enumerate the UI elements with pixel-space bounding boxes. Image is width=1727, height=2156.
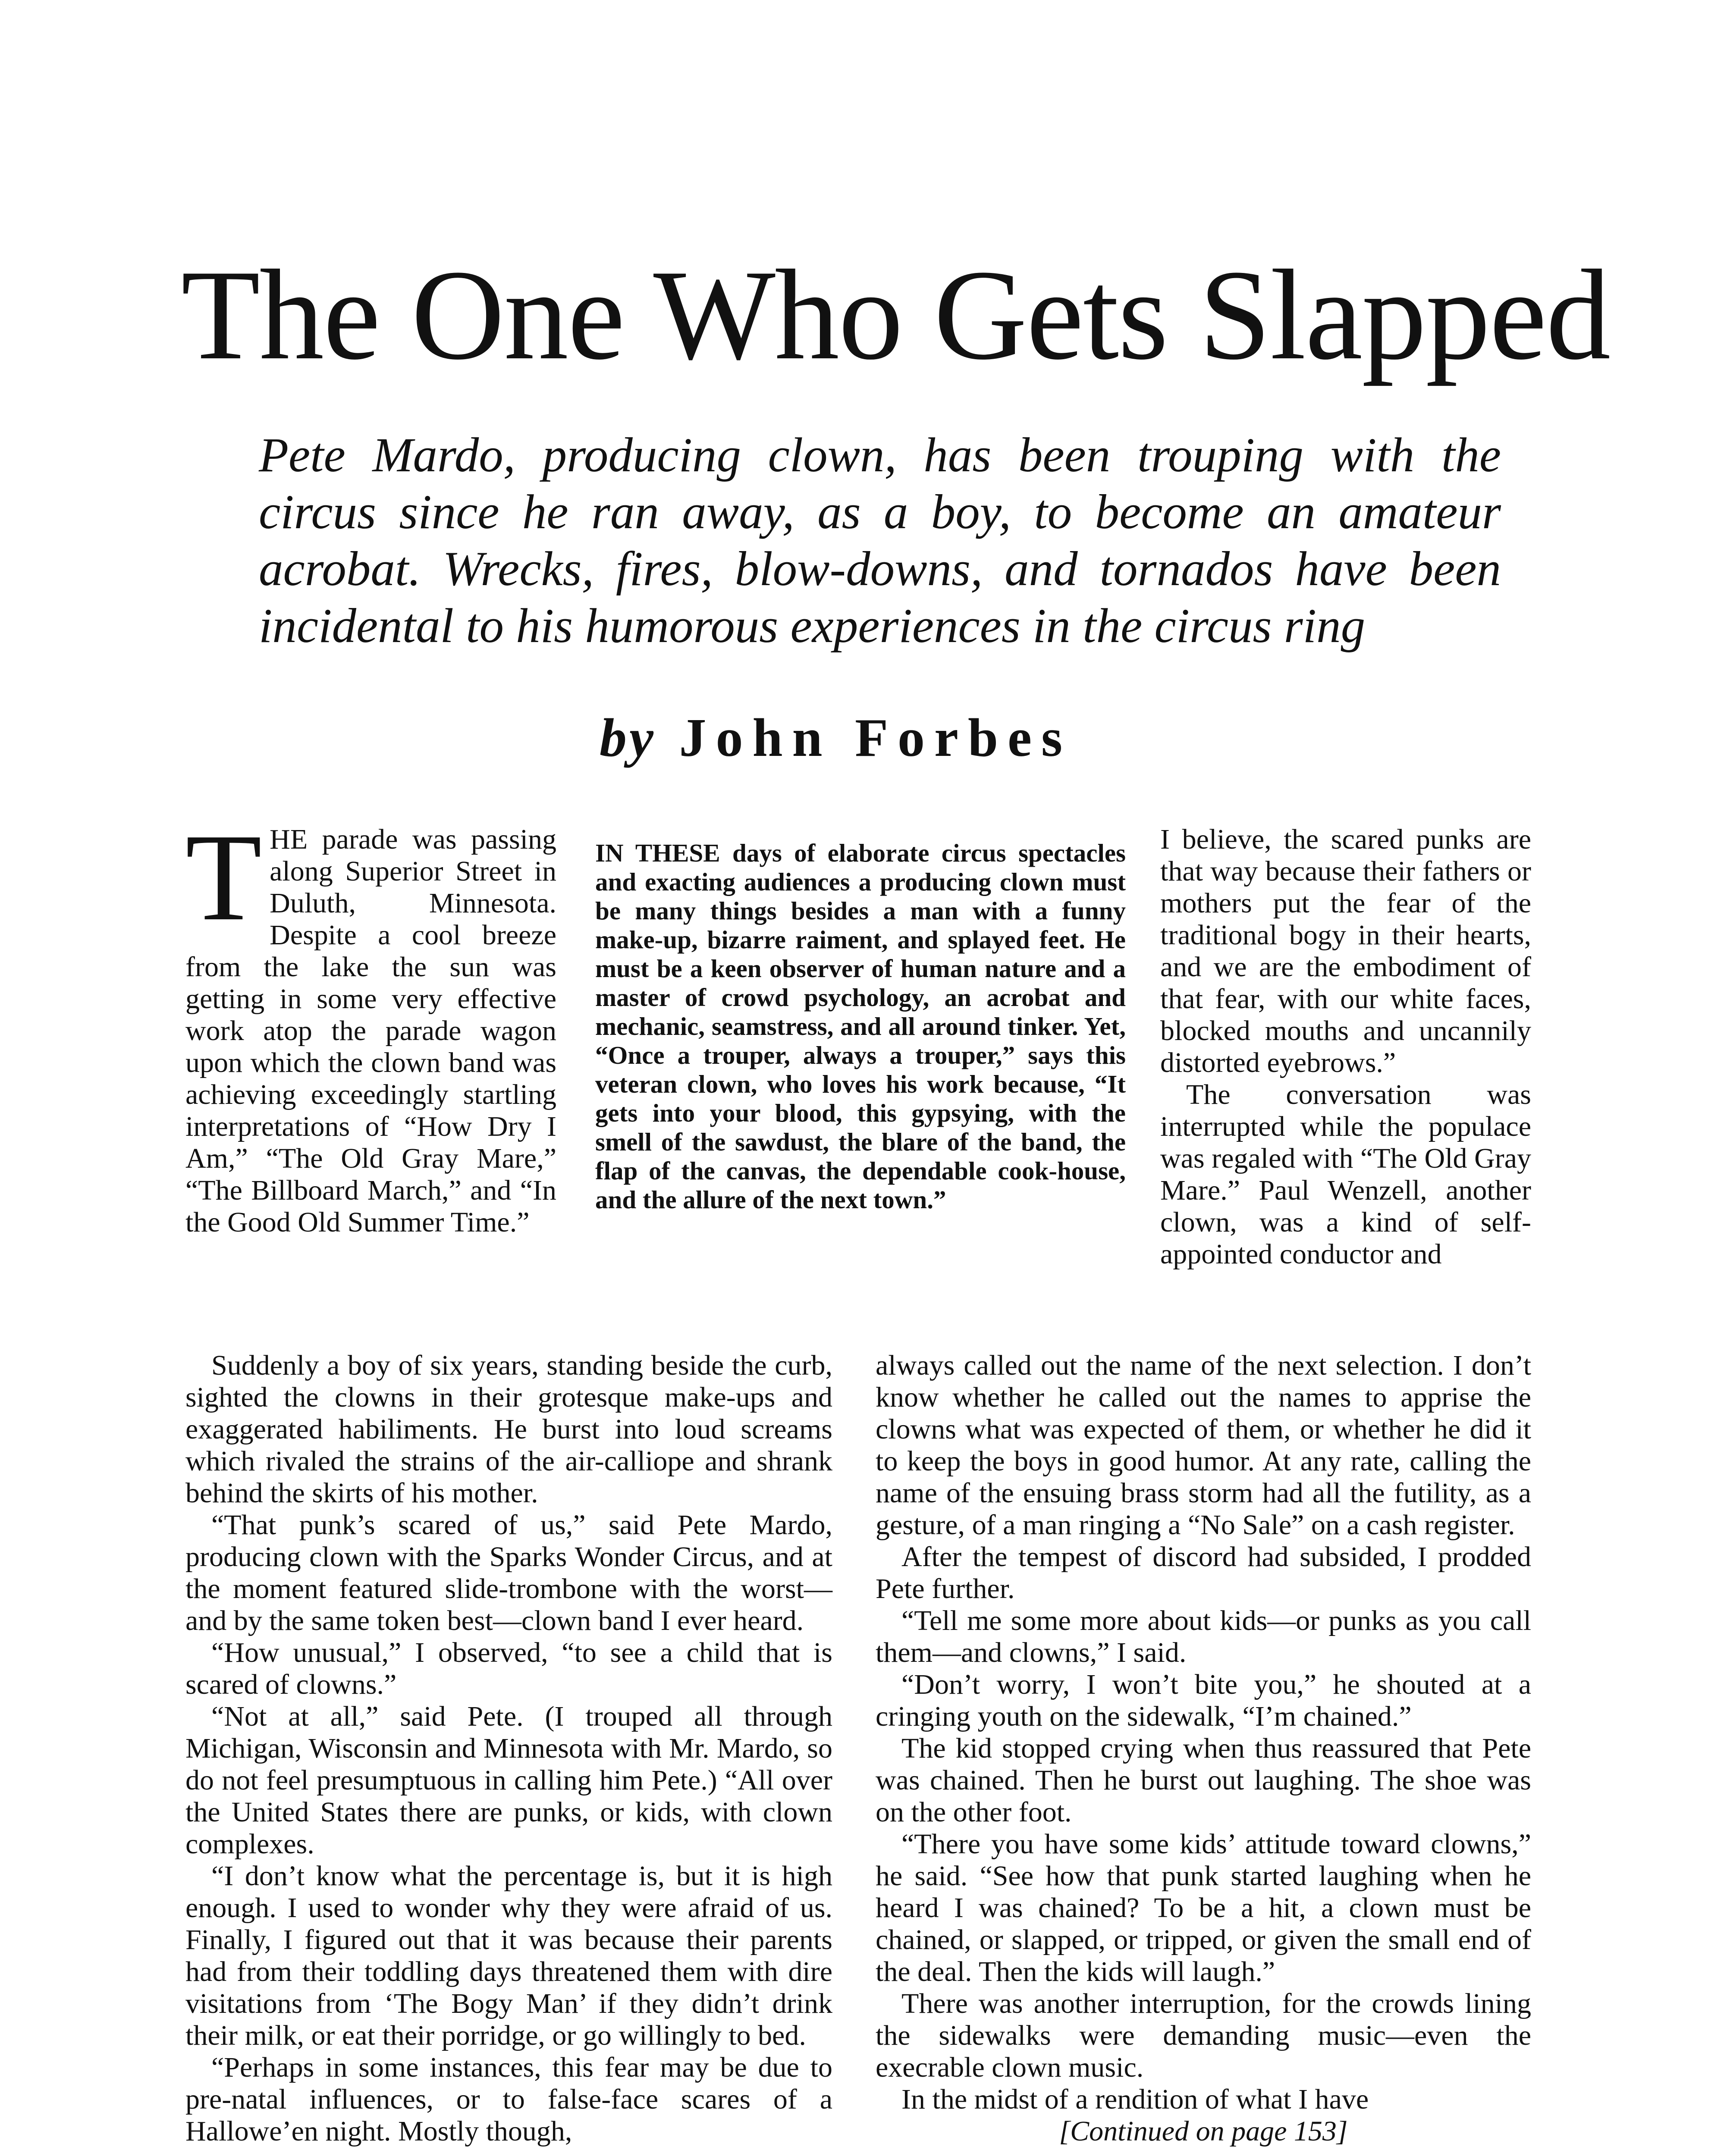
column-3 [1160, 824, 1531, 1270]
byline-author: John Forbes [679, 708, 1072, 768]
drop-cap: T [185, 808, 262, 946]
paragraph: I believe, the scared punks are that way because their fathers or mothers put the fear of the traditional bogy in their hearts, and we are the embodiment of that fear, with our white faces, blocked mouths and uncannily distorted eyebrows.” [1160, 824, 1531, 1078]
article-subtitle: Pete Mardo, producing clown, has been trouping with the circus since he ran away, as a boy, to become an amateur acrobat. Wrecks, fires, blow-downs, and tornados have been incidental to his humorous experiences in the circus ring [259, 428, 1501, 653]
paragraph: “How unusual,” I observed, “to see a child that is scared of clowns.” [185, 1637, 832, 1700]
paragraph: In the midst of a rendition of what I have [901, 2084, 1369, 2115]
paragraph: always called out the name of the next selection. I don’t know whether he called out the names to apprise the clowns what was expected of them, or whether he did it to keep the boys in good humor. At any rate, calling the name of the ensuing brass storm had all the futility, as a gesture, of a man ringing a “No Sale” on a cash register. [876, 1350, 1531, 1541]
paragraph: There was another interruption, for the crowds lining the sidewalks were demanding music—even the execrable clown music. [876, 1988, 1531, 2083]
paragraph: The conversation was interrupted while the populace was regaled with “The Old Gray Mare.” Paul Wenzell, another clown, was a kind of self-appointed conductor and [1160, 1079, 1531, 1270]
paragraph: HE parade was passing along Superior Street in Duluth, Minnesota. Despite a cool breeze from the lake the sun was getting in some very effective work atop the parade wagon upon which the clown band was achieving exceedingly startling interpretations of “How Dry I Am,” “The Old Gray Mare,” “The Billboard March,” and “In the Good Old Summer Time.” [185, 824, 556, 1238]
paragraph: “I don’t know what the percentage is, but it is high enough. I used to wonder why they were afraid of us. Finally, I figured out that it was because their parents had from their toddling days threatened them with dire visitations from ‘The Bogy Man’ if they didn’t drink their milk, or eat their porridge, or go willingly to bed. [185, 1860, 832, 2051]
sidebar-blurb [595, 839, 1126, 1214]
paragraph: The kid stopped crying when thus reassured that Pete was chained. Then he burst out laughing. The shoe was on the other foot. [876, 1733, 1531, 1828]
paragraph: After the tempest of discord had subsided, I prodded Pete further. [876, 1541, 1531, 1604]
column-1 [185, 808, 556, 1238]
column-left-lower [185, 1350, 832, 2147]
article-title: The One Who Gets Slapped [181, 243, 1610, 386]
byline [600, 707, 1139, 769]
column-right-lower [876, 1350, 1531, 2147]
paragraph: Suddenly a boy of six years, standing beside the curb, sighted the clowns in their grotesque make-ups and exaggerated habiliments. He burst into loud screams which rivaled the strains of the air-calliope and shrank behind the skirts of his mother. [185, 1350, 832, 1509]
continued-notice: [Continued on page 153] [1059, 2115, 1348, 2147]
paragraph: “There you have some kids’ attitude toward clowns,” he said. “See how that punk started laughing when he heard I was chained? To be a hit, a clown must be chained, or slapped, or tripped, or given the small end of the deal. Then the kids will laugh.” [876, 1828, 1531, 1987]
paragraph: “Tell me some more about kids—or punks as you call them—and clowns,” I said. [876, 1605, 1531, 1668]
paragraph: “That punk’s scared of us,” said Pete Mardo, producing clown with the Sparks Wonder Circus, and at the moment featured slide-trombone with the worst—and by the same token best—clown band I ever heard. [185, 1509, 832, 1636]
paragraph: “Don’t worry, I won’t bite you,” he shouted at a cringing youth on the sidewalk, “I’m chained.” [876, 1669, 1531, 1732]
byline-by: by [600, 708, 656, 768]
paragraph: “Perhaps in some instances, this fear may be due to pre-natal influences, or to false-face scares of a Hallowe’en night. Mostly though, [185, 2052, 832, 2147]
sidebar-text: IN THESE days of elaborate circus spectacles and exacting audiences a producing clown must be many things besides a man with a funny make-up, bizarre raiment, and splayed feet. He must be a keen observer of human nature and a master of crowd psychology, an acrobat and mechanic, seamstress, and all around tinker. Yet, “Once a trouper, always a trouper,” says this veteran clown, who loves his work because, “It gets into your blood, this gypsying, with the smell of the sawdust, the blare of the band, the flap of the canvas, the dependable cook-house, and the allure of the next town.” [595, 839, 1126, 1214]
paragraph: “Not at all,” said Pete. (I trouped all through Michigan, Wisconsin and Minnesota with Mr. Mardo, so do not feel presumptuous in calling him Pete.) “All over the United States there are punks, or kids, with clown complexes. [185, 1701, 832, 1860]
